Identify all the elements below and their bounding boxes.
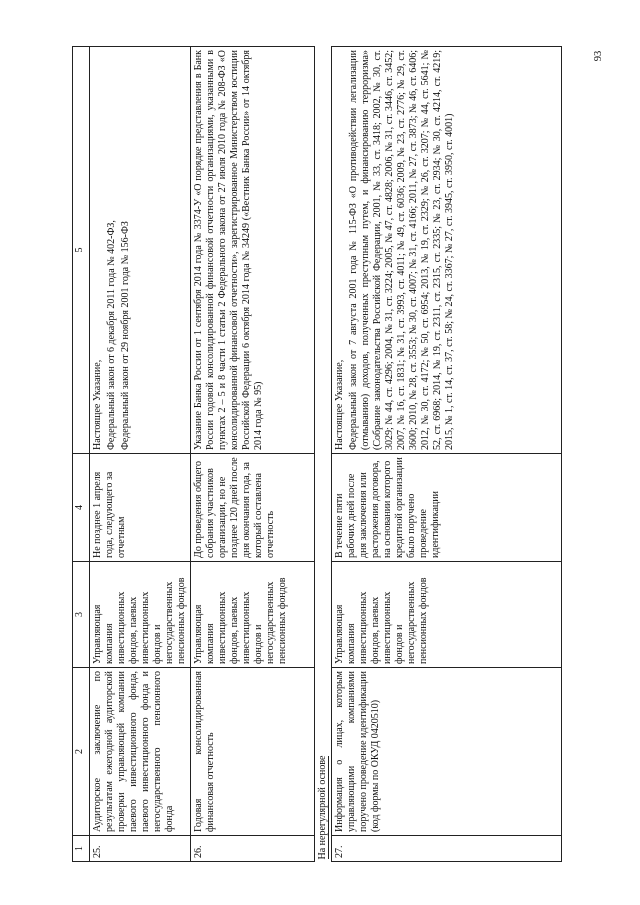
submitter: Управляющая компания инвестиционных фондов, паевых инвестиционных фондов и негосударственных пенсионных фондов bbox=[90, 562, 191, 668]
deadline: До проведения общего собрания участников организации, но не позднее 120 дней после дня окончания года, за который составлена отчетность bbox=[191, 454, 315, 562]
page-number: 93 bbox=[592, 50, 604, 62]
header-cell: 1 bbox=[73, 836, 90, 862]
row-number: 25. bbox=[90, 836, 191, 862]
legal-basis-line: Федеральный закон от 6 декабря 2011 года № 402-ФЗ, bbox=[106, 220, 117, 450]
row-number: 26. bbox=[191, 836, 315, 862]
document-name: Информация о лицах, которым управляющими компаниями поручено проведение идентификации (код формы по ОКУД 0420510) bbox=[332, 668, 562, 836]
table-row bbox=[191, 47, 315, 862]
header-cell: 3 bbox=[73, 562, 90, 668]
legal-basis-line: Федеральный закон от 29 ноября 2001 года № 156-ФЗ bbox=[120, 221, 131, 450]
table-row bbox=[332, 47, 562, 862]
table-row bbox=[90, 47, 191, 862]
section-label: На нерегулярной основе bbox=[317, 755, 328, 860]
row-number: 27. bbox=[332, 836, 562, 862]
document-name: Годовая консолидированная финансовая отчетность bbox=[191, 668, 315, 836]
legal-basis-line: Указание Банка России от 1 сентября 2014 года № 3374-У «О порядке представления в Банк России годовой консолидированной финансовой отчетности организациями, указанными в пунктах 2 – 5 и 8 части 1 статьи 2 Федерального закона от 27 июля 2010 года № 208-ФЗ «О консолидированной финансовой отчетности», зарегистрированное Министерством юстиции Российской Федерации 6 октября 2014 года № 34249 («Вестник Банка России» от 14 октября 2014 года № 95) bbox=[193, 50, 264, 450]
legal-basis-line: Настоящее Указание, bbox=[334, 359, 345, 450]
deadline: Не позднее 1 апреля года, следующего за отчетным bbox=[90, 454, 191, 562]
submitter: Управляющая компания инвестиционных фондов, паевых инвестиционных фондов и негосударственных пенсионных фондов bbox=[332, 562, 562, 668]
submitter: Управляющая компания инвестиционных фондов, паевых инвестиционных фондов и негосударственных пенсионных фондов bbox=[191, 562, 315, 668]
legal-basis bbox=[191, 47, 315, 454]
legal-basis bbox=[90, 47, 191, 454]
rotated-table-container bbox=[72, 47, 566, 862]
table-header-row bbox=[73, 47, 90, 862]
header-cell: 2 bbox=[73, 668, 90, 836]
legal-basis-line: Федеральный закон от 7 августа 2001 года № 115-ФЗ «О противодействии легализации (отмыванию) доходов, полученных преступным путем, и финансированию терроризма» (Собрание законодательства Российской Федерации, 2001, № 33, ст. 3418; 2002, № 30, ст. 3029; № 44, ст. 4296; 2004, № 31, ст. 3224; 2005, № 47, ст. 4828; 2006, № 31, ст. 3446, ст. 3452; 2007, № 16, ст. 1831; № 31, ст. 3993, ст. 4011; № 49, ст. 6036; 2009, № 23, ст. 2776; № 29, ст. 3600; 2010, № 28, ст. 3553; № 30, ст. 4007; № 31, ст. 4166; 2011, № 27, ст. 3873; № 46, ст. 6406; 2012, № 30, ст. 4172; № 50, ст. 6954; 2013, № 19, ст. 2329; № 26, ст. 3207; № 44, ст. 5641; № 52, ст. 6968; 2014, № 19, ст. 2311, ст. 2315, ст. 2335; № 23, ст. 2934; № 30, ст. 4214, ст. 4219; 2015, № 1, ст. 14, ст. 37, ст. 58; № 24, ст. 3367; № 27, ст. 3945, ст. 3950, ст. 4001) bbox=[348, 50, 455, 450]
document-name: Аудиторское заключение по результатам ежегодной аудиторской проверки управляющей компании паевого инвестиционного фонда, паевого инвестиционного фонда и негосударственного пенсионного фонда bbox=[90, 668, 191, 836]
legal-basis bbox=[332, 47, 562, 454]
section-heading bbox=[315, 47, 332, 862]
section-row bbox=[315, 47, 332, 862]
header-cell: 4 bbox=[73, 454, 90, 562]
deadline: В течение пяти рабочих дней после дня заключения или расторжения договора, на основании которого кредитной организации было поручено проведение идентификации bbox=[332, 454, 562, 562]
reporting-table bbox=[72, 46, 562, 862]
header-cell: 5 bbox=[73, 47, 90, 454]
legal-basis-line: Настоящее Указание, bbox=[92, 359, 103, 450]
